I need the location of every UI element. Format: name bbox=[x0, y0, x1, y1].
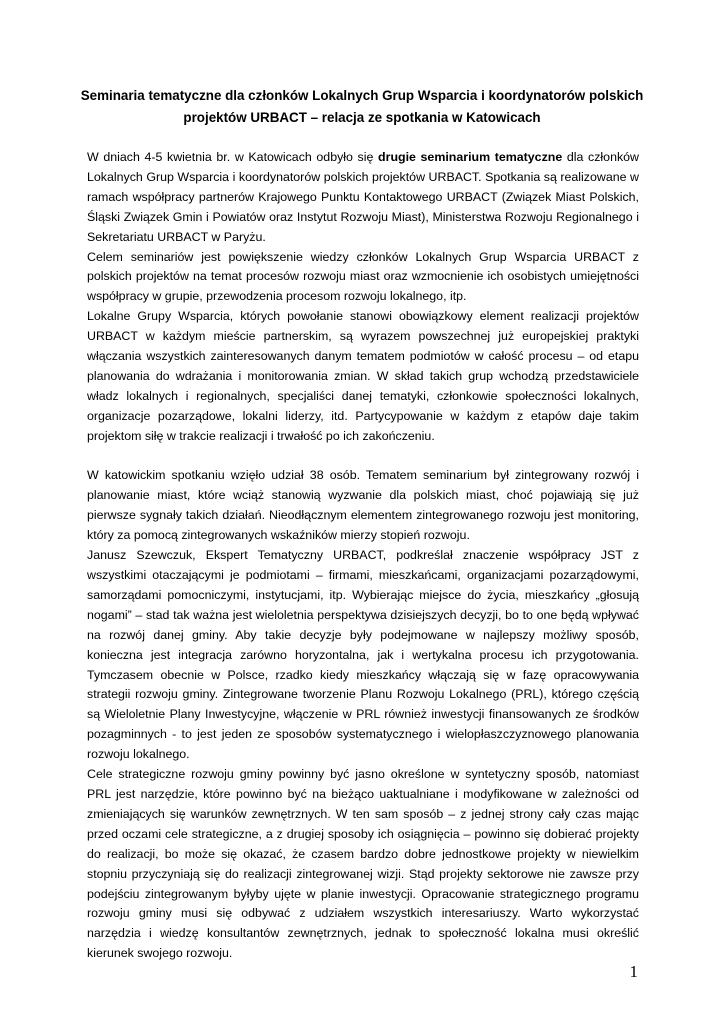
paragraph-expert: Janusz Szewczuk, Ekspert Tematyczny URBACT, podkreślał znaczenie współpracy JST z wszystkimi otaczającymi je podmiotami – firmami, mieszkańcami, organizacjami pozarządowymi, samorządami pomocniczymi, instytucjami, itp. Wybierając miejsce do życia, mieszkańcy „głosują nogami” – stad tak ważna jest wieloletnia perspektywa dzisiejszych decyzji, bo to one będą wpływać na rozwój danej gminy. Aby takie decyzje były podejmowane w najlepszy możliwy sposób, konieczna jest integracja zarówno horyzontalna, jak i wertykalna procesu ich przygotowania. Tymczasem obecnie w Polsce, rzadko kiedy mieszkańcy włączają się w fazę opracowywania strategii rozwoju gminy. Zintegrowane tworzenie Planu Rozwoju Lokalnego (PRL), którego częścią są Wieloletnie Plany Inwestycyjne, włączenie w PRL również inwestycji finansowanych ze środków pozagminnych - to jest jeden ze sposobów systematycznego i wielopłaszczyznowego planowania rozwoju lokalnego. bbox=[87, 548, 639, 762]
paragraph-intro-end: dla członków Lokalnych Grup Wsparcia i koordynatorów polskich projektów URBACT. Spotkania są realizowane w ramach współpracy partnerów Krajowego Punktu Kontaktowego URBACT (Związek Miast Polskich, Śląski Związek Gmin i Powiatów oraz Instytut Rozwoju Miast), Ministerstwa Rozwoju Regionalnego i Sekretariatu URBACT w Paryżu. bbox=[87, 150, 639, 244]
paragraph-intro-start: W dniach 4-5 kwietnia br. w Katowicach odbyło się bbox=[87, 150, 379, 164]
page-number: 1 bbox=[629, 962, 638, 981]
paragraph-katowice-meeting: W katowickim spotkaniu wzięło udział 38 osób. Tematem seminarium był zintegrowany rozwój i planowanie miast, które wciąż stanowią wyzwanie dla polskich miast, choć pojawiają się już pierwsze sygnały takich działań. Nieodłącznym elementem zintegrowanego rozwoju jest monitoring, który za pomocą zintegrowanych wskaźników mierzy stopień rozwoju. bbox=[87, 468, 639, 543]
title-line-2: projektów URBACT – relacja ze spotkania w Katowicach bbox=[183, 110, 541, 125]
paragraph-strategy: Cele strategiczne rozwoju gminy powinny być jasno określone w syntetyczny sposób, natomiast PRL jest narzędzie, które powinno być na bieżąco uaktualniane i modyfikowane w zależności od zmieniających się warunków zewnętrznych. W ten sam sposób – z jednej strony cały czas mając przed oczami cele strategiczne, a z drugiej sposoby ich osiągnięcia – powinno się dobierać projekty do realizacji, bo może się okazać, że czasem bardzo dobre jednostkowe projekty w niewielkim stopniu przyczyniają się do realizacji zintegrowanej wizji. Stąd projekty sektorowe nie zawsze przy podejściu zintegrowanym byłyby ujęte w planie inwestycji. Opracowanie strategicznego programu rozwoju gminy musi się odbywać z udziałem wszystkich interesariuszy. Warto wykorzystać narzędzia i wiedzę konsultantów zewnętrznych, jednak to społeczność lokalna musi określić kierunek swojego rozwoju. bbox=[87, 767, 639, 961]
title-line-1: Seminaria tematyczne dla członków Lokalnych Grup Wsparcia i koordynatorów polskich bbox=[80, 88, 644, 103]
paragraph-goal: Celem seminariów jest powiększenie wiedzy członków Lokalnych Grup Wsparcia URBACT z polskich projektów na temat procesów rozwoju miast oraz wzmocnienie ich osobistych umiejętności współpracy w grupie, przewodzenia procesom rozwoju lokalnego, itp. bbox=[87, 249, 639, 304]
document-title bbox=[70, 85, 654, 129]
document-body bbox=[87, 148, 639, 964]
paragraph-support-groups: Lokalne Grupy Wsparcia, których powołanie stanowi obowiązkowy element realizacji projektów URBACT w każdym mieście partnerskim, są wyrazem powszechnej już europejskiej praktyki włączania wszystkich zainteresowanych danym tematem podmiotów w całość procesu – od etapu planowania do wdrażania i monitorowania zmian. W skład takich grup wchodzą przedstawiciele władz lokalnych i regionalnych, specjaliści danej tematyki, członkowie społeczności lokalnych, organizacje pozarządowe, lokalni liderzy, itd. Partycypowanie w każdym z etapów daje takim projektom siłę w trakcie realizacji i trwałość po ich zakończeniu. bbox=[87, 309, 639, 443]
paragraph-intro-bold: drugie seminarium tematyczne bbox=[378, 150, 563, 164]
paragraph-intro bbox=[87, 148, 639, 248]
